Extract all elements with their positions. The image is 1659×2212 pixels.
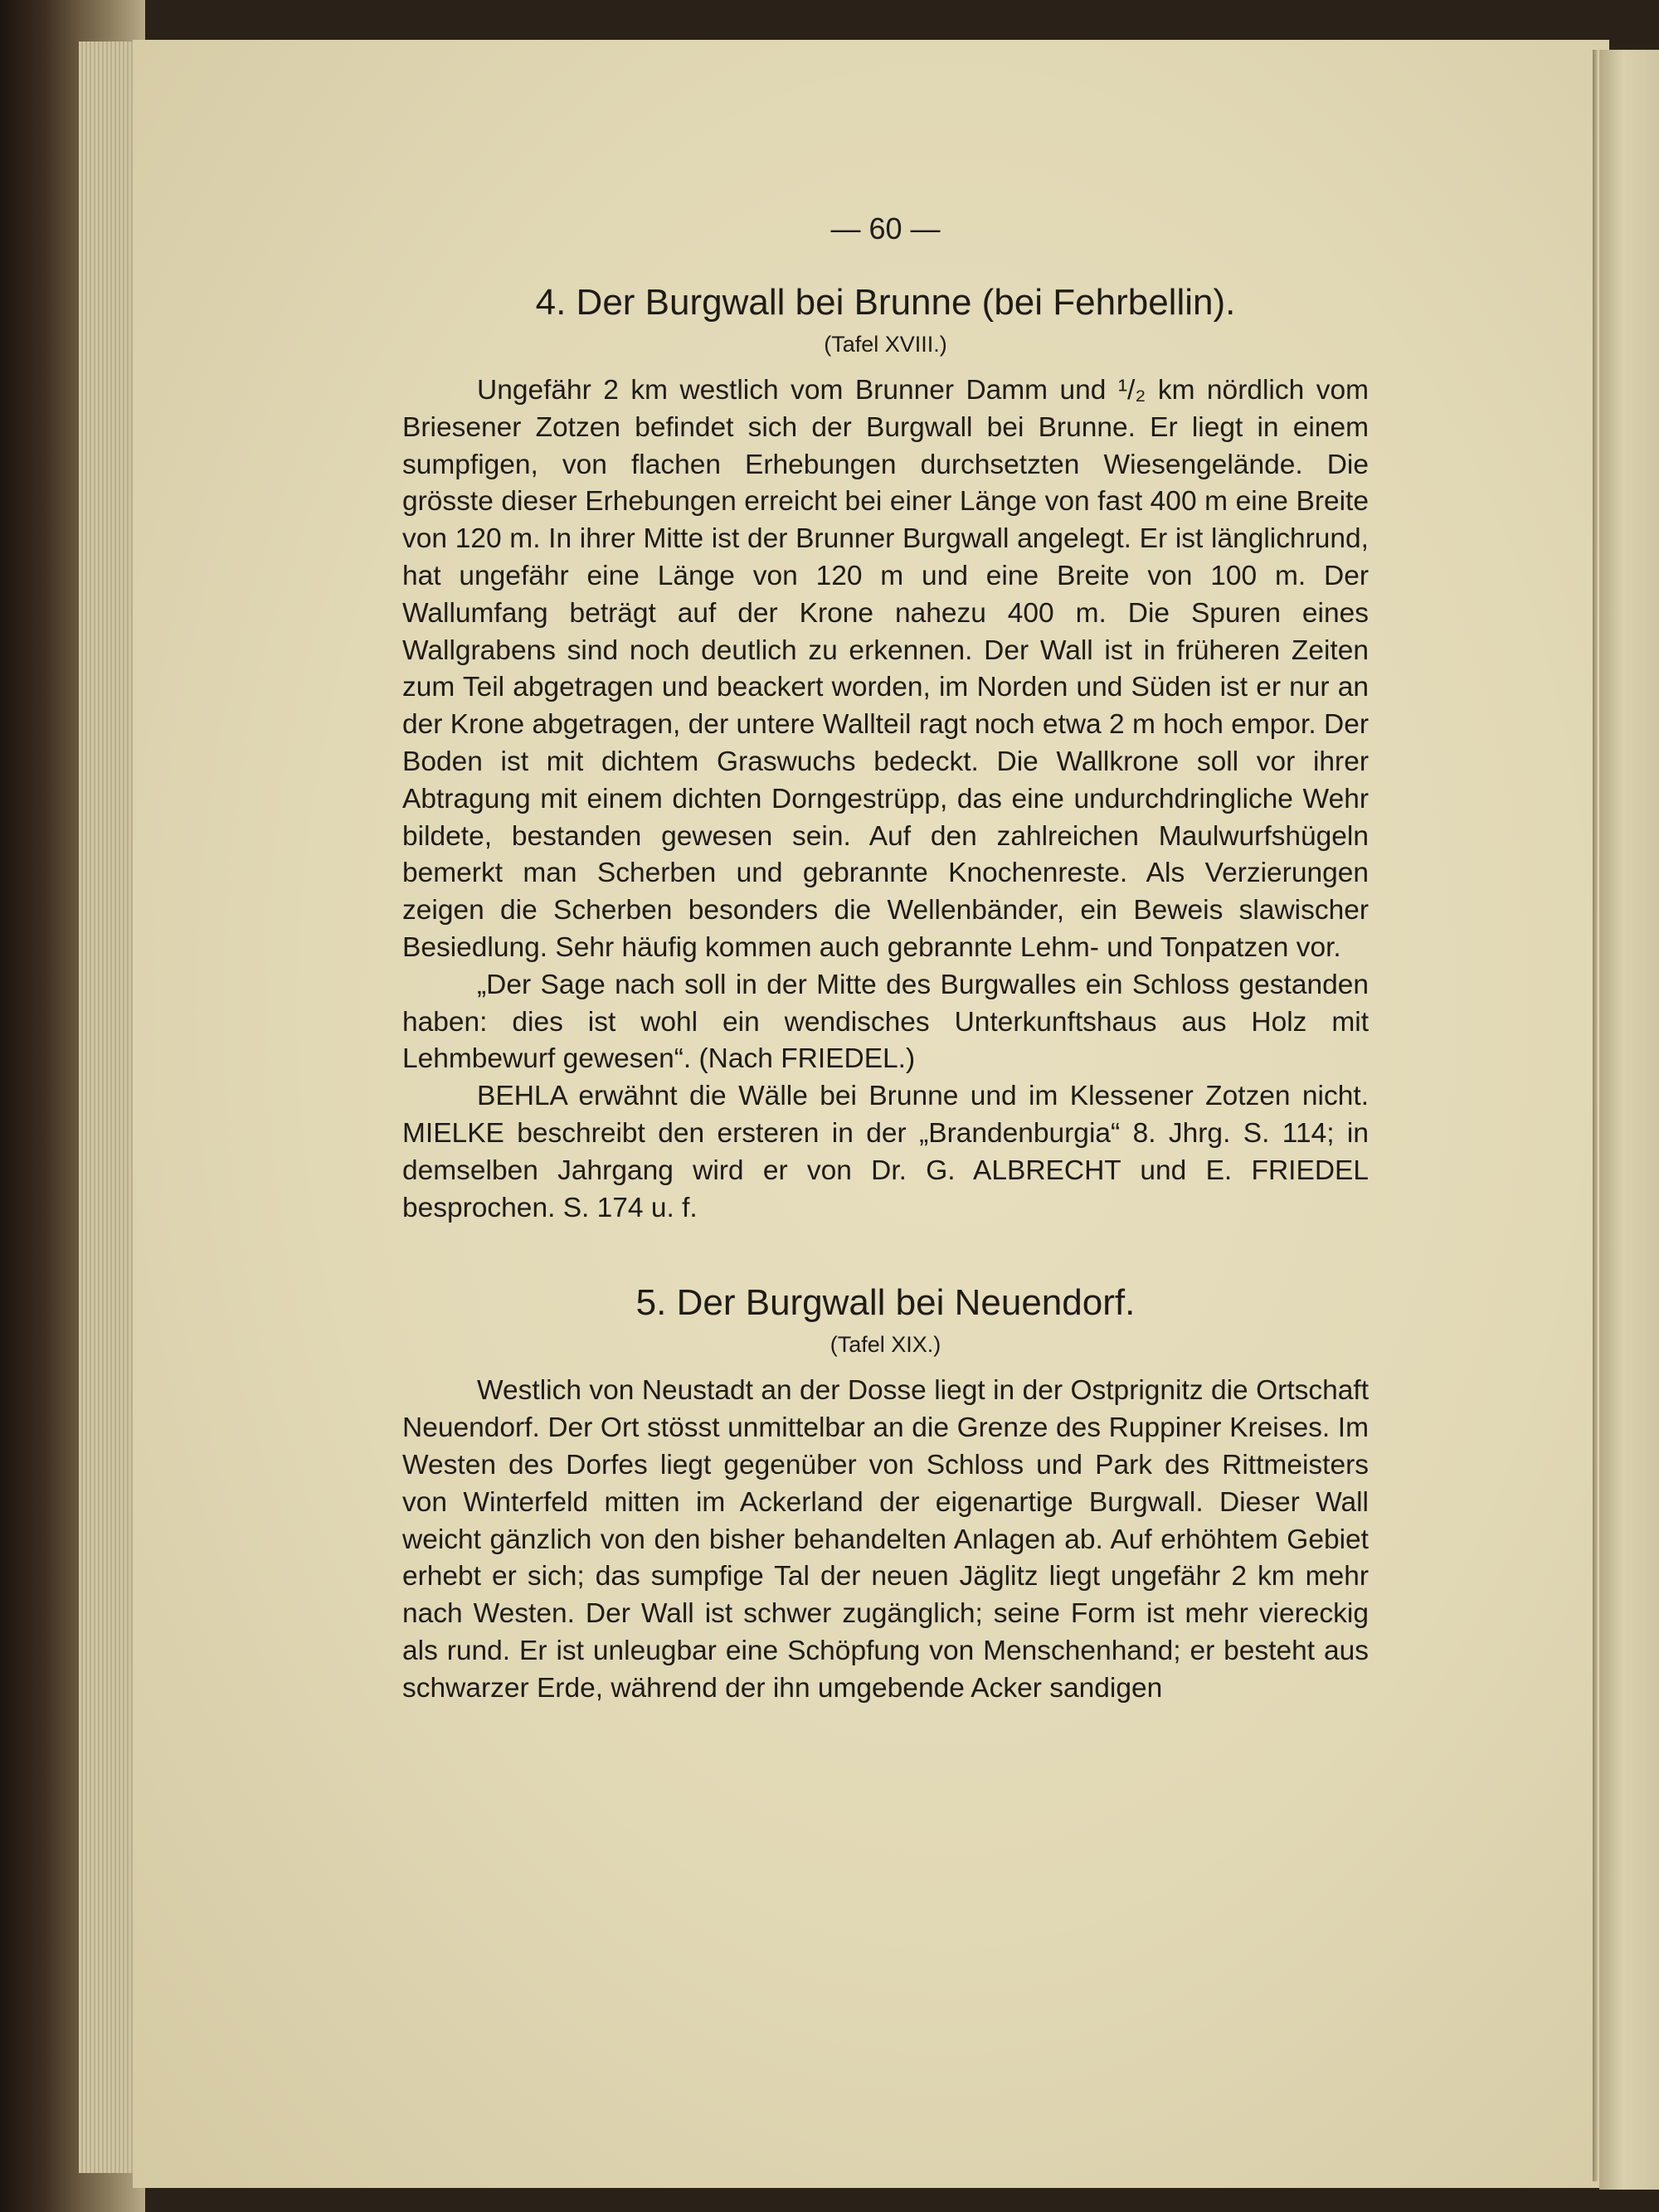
paragraph: Ungefähr 2 km westlich vom Brunner Damm und ¹/₂ km nördlich vom Briesener Zotzen befindet sich der Burgwall bei Brunne. Er liegt in einem sumpfigen, von flachen Erhebungen durchsetzten Wiesengelände. Die grösste dieser Erhebungen erreicht bei einer Länge von fast 400 m eine Breite von 120 m. In ihrer Mitte ist der Brunner Burgwall angelegt. Er ist länglichrund, hat ungefähr eine Länge von 120 m und eine Breite von 100 m. Der Wallumfang beträgt auf der Krone nahezu 400 m. Die Spuren eines Wallgrabens sind noch deutlich zu erkennen. Der Wall ist in früheren Zeiten zum Teil abgetragen und beackert worden, im Norden und Süden ist er nur an der Krone abgetragen, der untere Wallteil ragt noch etwa 2 m hoch empor. Der Boden ist mit dichtem Graswuchs bedeckt. Die Wallkrone soll vor ihrer Abtragung mit einem dichten Dorngestrüpp, das eine undurchdringliche Wehr bildete, bestanden gewesen sein. Auf den zahlreichen Maulwurfshügeln bemerkt man Scherben und gebrannte Knochenreste. Als Verzierungen zeigen die Scherben besonders die Wellenbänder, ein Beweis slawischer Besiedlung. Sehr häufig kommen auch gebrannte Lehm- und Tonpatzen vor. — [402, 375, 1369, 963]
page-edges — [79, 41, 137, 2173]
plate-reference: (Tafel XIX.) — [830, 1332, 941, 1358]
section-heading: 5. Der Burgwall bei Neuendorf. — [635, 1282, 1136, 1324]
paragraph: BEHLA erwähnt die Wälle bei Brunne und im Klessener Zotzen nicht. MIELKE beschreibt den ersteren in der „Brandenburgia“ 8. Jhrg. S. 114; in demselben Jahrgang wird er von Dr. G. ALBRECHT und E. FRIEDEL besprochen. S. 174 u. f. — [402, 1081, 1369, 1223]
section-heading: 4. Der Burgwall bei Brunne (bei Fehrbellin). — [535, 282, 1236, 323]
plate-reference: (Tafel XVIII.) — [824, 332, 947, 357]
paragraph: Westlich von Neustadt an der Dosse liegt in der Ostprignitz die Ortschaft Neuendorf. Der Ort stösst unmittelbar an die Grenze des Ruppiner Kreises. Im Westen des Dorfes liegt gegenüber von Schloss und Park des Rittmeisters von Winterfeld mitten im Ackerland der eigenartige Burgwall. Dieser Wall weicht gänzlich von den bisher behandelten Anlagen ab. Auf erhöhtem Gebiet erhebt er sich; das sumpfige Tal der neuen Jäglitz liegt ungefähr 2 km mehr nach Westen. Der Wall ist schwer zugänglich; seine Form ist mehr viereckig als rund. Er ist unleugbar eine Schöpfung von Menschenhand; er besteht aus schwarzer Erde, während der ihn umgebende Acker sandigen — [402, 1375, 1369, 1704]
page-number: — 60 — — [830, 211, 941, 246]
next-page-edge — [1599, 50, 1659, 2190]
page-text — [402, 211, 1369, 1708]
section-brunne — [402, 278, 1369, 1227]
section-neuendorf — [402, 1278, 1369, 1707]
page-gutter — [1593, 50, 1598, 2181]
paragraph: „Der Sage nach soll in der Mitte des Burgwalles ein Schloss gestanden haben: dies ist wohl ein wendisches Unterkunftshaus aus Holz mit Lehmbewurf gewesen“. (Nach FRIEDEL.) — [402, 969, 1369, 1075]
